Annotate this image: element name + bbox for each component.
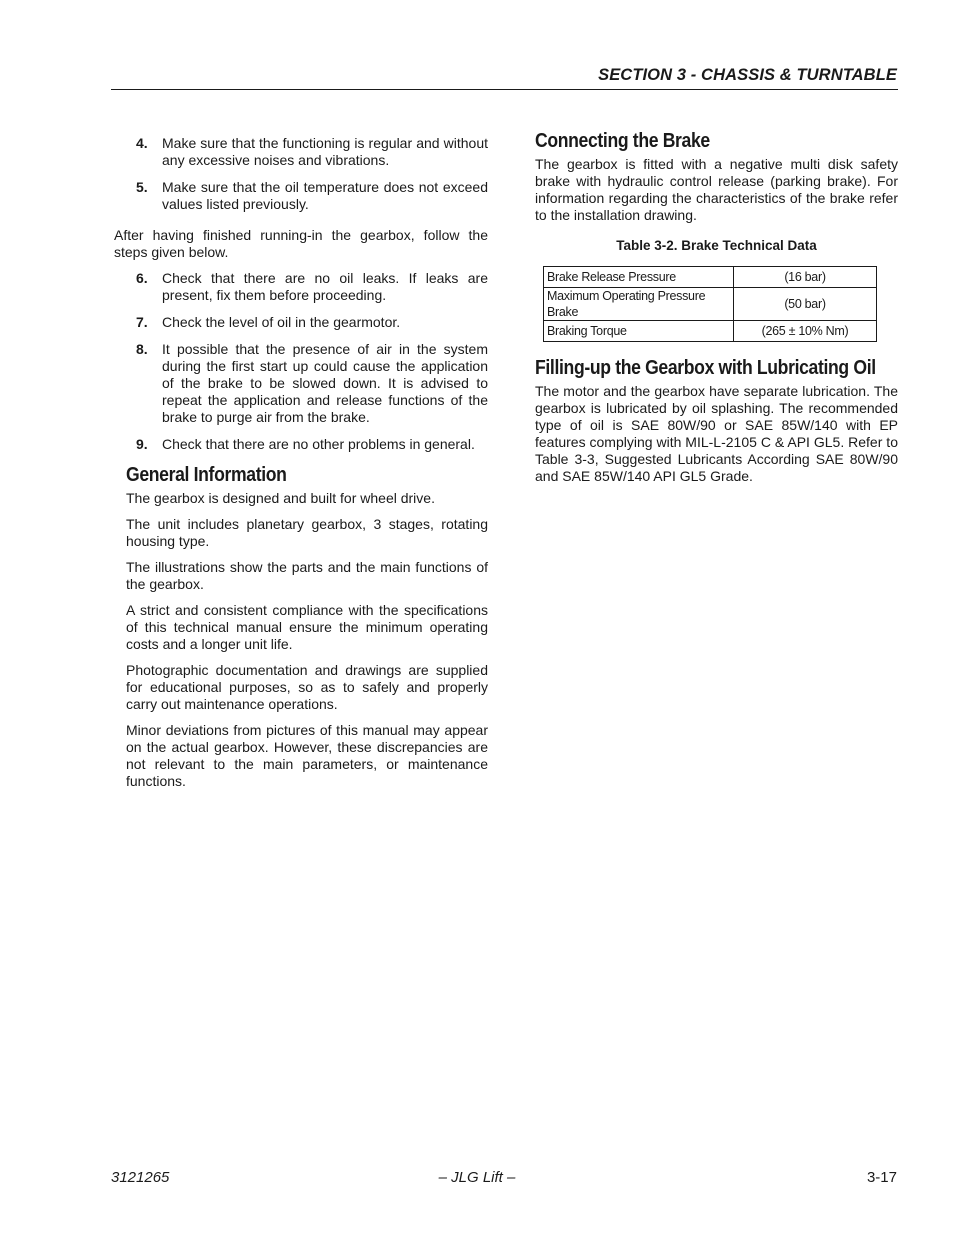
filling-gearbox-heading: Filling-up the Gearbox with Lubricating Oil [535,357,876,379]
step-item [114,179,488,213]
step-number: 4. [136,135,148,151]
paragraph: Photographic documentation and drawings are supplied for educational purposes, so as to safely and properly carry out maintenance operations. [126,662,488,712]
table-cell-value: (50 bar) [734,288,877,321]
table-cell-value: (16 bar) [734,267,877,288]
header-divider [111,89,898,90]
connecting-brake-heading: Connecting the Brake [535,130,710,152]
footer-brand: – JLG Lift – [438,1169,516,1186]
step-text: Check that there are no oil leaks. If leaks are present, fix them before proceeding. [162,270,488,303]
right-column [535,130,898,494]
table-row [544,321,877,342]
step-number: 6. [136,270,148,286]
step-text: It possible that the presence of air in the system during the first start up could cause the application of the brake to be slowed down. It is advised to repeat the application and release functions of the brake to purge air from the brake. [162,341,488,425]
table-cell-label: Maximum Operating Pressure Brake [544,288,734,321]
paragraph: A strict and consistent compliance with the specifications of this technical manual ensure the minimum operating costs and a longer unit life. [126,602,488,652]
step-number: 5. [136,179,148,195]
doc-number: 3121265 [111,1169,170,1186]
table-row [544,288,877,321]
paragraph: The illustrations show the parts and the main functions of the gearbox. [126,559,488,592]
table-cell-value: (265 ± 10% Nm) [734,321,877,342]
table-cell-label: Brake Release Pressure [544,267,734,288]
step-item [114,436,488,453]
step-item [114,314,488,331]
paragraph: The motor and the gearbox have separate lubrication. The gearbox is lubricated by oil splashing. The recommended type of oil is SAE 80W/90 or SAE 85W/140 with EP features complying with MIL-L-2105 C & API GL5. Refer to Table 3-3, Suggested Lubricants According SAE 80W/90 and SAE 85W/140 API GL5 Grade. [535,383,898,484]
paragraph: The gearbox is designed and built for wheel drive. [126,490,435,506]
table-row [544,267,877,288]
steps-intro: After having finished running-in the gearbox, follow the steps given below. [114,227,488,260]
step-text: Make sure that the functioning is regular and without any excessive noises and vibrations. [162,135,488,168]
step-item [114,270,488,304]
step-item [114,135,488,169]
step-number: 8. [136,341,148,357]
section-title: SECTION 3 - CHASSIS & TURNTABLE [598,66,897,84]
step-text: Check that there are no other problems in general. [162,436,475,452]
step-item [114,341,488,426]
table-caption: Table 3-2. Brake Technical Data [616,238,817,253]
left-column [114,135,488,799]
page-number: 3-17 [866,1169,897,1186]
step-text: Make sure that the oil temperature does not exceed values listed previously. [162,179,488,212]
step-text: Check the level of oil in the gearmotor. [162,314,401,330]
brake-technical-data-table [543,266,877,342]
paragraph: Minor deviations from pictures of this manual may appear on the actual gearbox. However, these discrepancies are not relevant to the main parameters, or maintenance functions. [126,722,488,789]
paragraph: The gearbox is fitted with a negative multi disk safety brake with hydraulic control release (parking brake). For information regarding the characteristics of the brake refer to the installation drawing. [535,156,898,223]
general-information-heading: General Information [126,464,287,486]
step-number: 7. [136,314,148,330]
paragraph: The unit includes planetary gearbox, 3 stages, rotating housing type. [126,516,488,549]
table-cell-label: Braking Torque [544,321,734,342]
step-number: 9. [136,436,148,452]
